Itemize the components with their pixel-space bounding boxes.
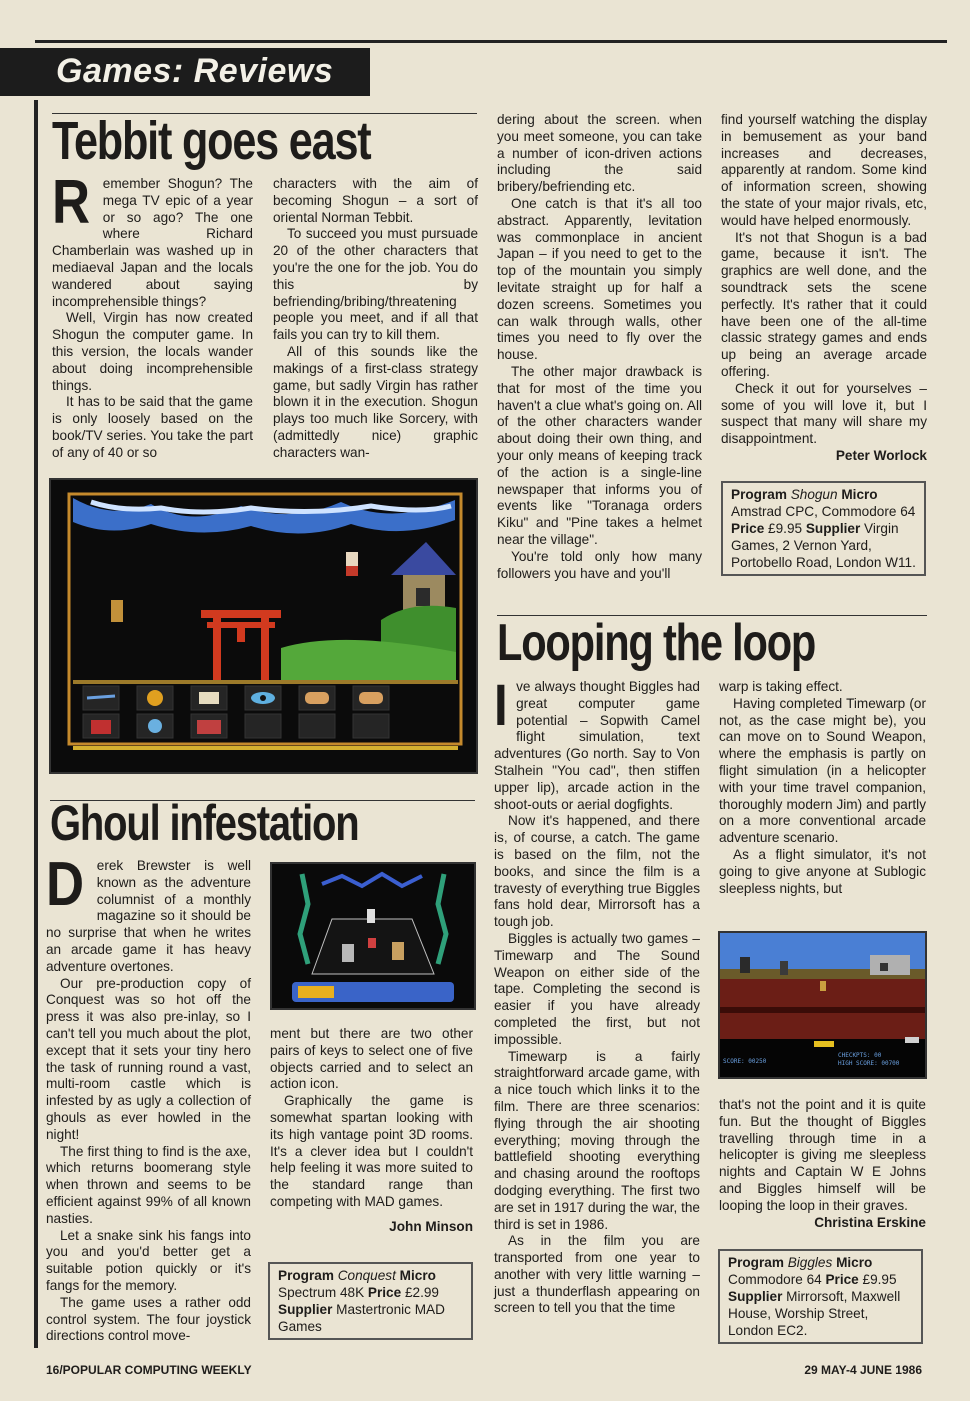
paragraph: You're told only how many followers you have and you'll — [497, 548, 702, 581]
biggles-score-text: SCORE: 00250 — [723, 1058, 767, 1065]
headline-looping: Looping the loop — [497, 614, 816, 672]
paragraph: To succeed you must pursuade 20 of the other characters that you're the one for the job. You do this by befriending/bribing/threatening people you meet, and if all that fails you can try to kill them. — [273, 226, 478, 343]
paragraph: Having completed Timewarp (or not, as the case might be), you can move on to Sound Weapon, where the emphasis is partly on flight simulation (in a helicopter with your time travel companion, thoroughly modern Jim) and partly on a more conventional arcade adventure scenario. — [719, 695, 926, 846]
price-value: £9.95 — [862, 1272, 897, 1287]
byline: Peter Worlock — [835, 447, 927, 463]
paragraph: Our pre-production copy of Conquest was so hot off the press it was also pre-inlay, so I can't tell you much about the plot, except that it sets your tiny hero the task of running round a vast, multi-room castle which is infested by as ugly a collection of ghouls as ever howled in the night! — [46, 975, 251, 1142]
paragraph: Now it's happened, and there is, of course, a catch. The game is based on the film, not the books, and since the film is a travesty of everything true Biggles fans hold dear, Mirrorsoft has a tough job. — [494, 813, 700, 930]
conquest-game-screen — [272, 864, 474, 1008]
looping-column-2-bottom — [719, 1097, 926, 1231]
paragraph: that's not the point and it is quite fun. But the thought of Biggles travelling through time in a helicopter is giving me sleepless nights and Captain W E Johns and Biggles himself will be looping the loop in their graves. — [719, 1097, 926, 1213]
price-label: Price — [367, 1285, 402, 1300]
conquest-screenshot — [270, 862, 476, 1010]
footer-date: 29 MAY-4 JUNE 1986 — [804, 1363, 922, 1377]
top-rule — [35, 40, 947, 43]
section-masthead — [0, 48, 370, 96]
section-title: Games: Reviews — [56, 52, 334, 90]
paragraph: The game uses a rather odd control system. The four joystick directions control move- — [46, 1294, 251, 1344]
paragraph: The first thing to find is the axe, which returns boomerang style when thrown and seems to be efficient against 99% of all known nasties. — [46, 1143, 251, 1226]
headline-ghoul: Ghoul infestation — [50, 795, 359, 851]
left-margin-bar — [34, 100, 38, 1348]
paragraph: ve always thought Biggles had great computer game potential – Sopwith Camel flight simulation, text adventures (Go north. Say to Von Stalhein "You cad", then stiffen upper lip), arcade action in the shoot-outs or aerial dogfights. — [494, 679, 700, 812]
biggles-screenshot — [718, 931, 927, 1079]
ghoul-column-2 — [270, 1026, 473, 1236]
supplier-label: Supplier — [728, 1289, 783, 1304]
biggles-highscore-text: HIGH SCORE: 00700 — [838, 1060, 900, 1067]
looping-info-box — [718, 1249, 923, 1344]
paragraph: It has to be said that the game is only loosely based on the book/TV series. You take the part of any of 40 or so — [52, 394, 253, 460]
tebbit-column-1 — [52, 168, 253, 462]
supplier-label: Supplier — [805, 521, 861, 536]
byline: John Minson — [389, 1218, 473, 1234]
looping-column-1 — [494, 673, 700, 1317]
paragraph: find yourself watching the display in bemusement as your band increases and decreases, apparently at random. Some kind of information screen, showing the state of your major rivals, etc, would have helped enormously. — [721, 112, 927, 228]
price-label: Price — [825, 1272, 859, 1287]
paragraph: All of this sounds like the makings of a first-class strategy game, but sadly Virgin has rather blown it in the execution. Shogun plays too much like Sorcery, with (admittedly nice) graphic characters wan- — [273, 343, 478, 460]
paragraph: The other major drawback is that for most of the time you haven't a clue what's going on. All of the other characters wander about doing their own thing, and your only means of keeping track of the action is a single-line newspaper that informs you of events like "Toranaga orders Kiku" and "Pine takes a helmet near the village". — [497, 363, 702, 547]
micro-label: Micro — [399, 1268, 436, 1283]
drop-cap: D — [46, 850, 85, 919]
paragraph: Timewarp is a fairly straightforward arcade game, with a nice touch which links it to the film. There are three scenarios: flying through the air shooting everything; moving through the battlefield shooting everything and chasing around the rooftops dodging everything. The first two are set in 1917 during the war, the third is set in 1986. — [494, 1048, 700, 1232]
shogun-game-screen — [51, 480, 476, 772]
tebbit-column-3 — [497, 112, 702, 582]
supplier-label: Supplier — [278, 1302, 333, 1317]
micro-value: Commodore 64 — [728, 1272, 822, 1287]
paragraph: One catch is that it's all too abstract. Apparently, levitation was commonplace in ancient Japan – if you need to get to the top of the mountain you simply levitate straight up for half a dozen screens. Sometimes you can walk through walls, other times you need to fly over the house. — [497, 195, 702, 363]
paragraph: emember Shogun? The mega TV epic of a year or so ago? The one where Richard Chamberlain was washed up in mediaeval Japan and the locals wandered about saying incomprehensible things? — [52, 176, 253, 309]
biggles-checkpoint-text: CHECKPTS: 00 — [838, 1052, 882, 1059]
paragraph: dering about the screen. when you meet someone, you can take a number of icon-driven actions including the said bribery/befriending etc. — [497, 112, 702, 195]
supplier-value: Mastertronic MAD Games — [278, 1302, 445, 1334]
paragraph: Graphically the game is somewhat spartan looking with its high vantage point 3D rooms. It's a clever idea but I couldn't help feeling it was more suited to the standard range than competing with MAD games. — [270, 1093, 473, 1209]
supplier-value: Virgin Games, 2 Vernon Yard, Portobello Road, London W11. — [731, 521, 916, 570]
tebbit-column-4 — [721, 112, 927, 465]
paragraph: characters with the aim of becoming Shogun – a sort of oriental Norman Tebbit. — [273, 176, 478, 225]
paragraph: Well, Virgin has now created Shogun the computer game. In this version, the locals wander about doing incomprehensible things. — [52, 310, 253, 393]
micro-label: Micro — [836, 1255, 873, 1270]
tebbit-info-box — [721, 481, 926, 576]
paragraph: warp is taking effect. — [719, 679, 843, 694]
ghoul-column-1 — [46, 850, 251, 1345]
micro-value: Spectrum 48K — [278, 1285, 365, 1300]
program-value: Conquest — [337, 1268, 396, 1283]
price-value: £9.95 — [768, 521, 803, 536]
paragraph: erek Brewster is well known as the adventure columnist of a monthly magazine so it should be no surprise that when he writes an arcade game it has heavy adventure overtones. — [46, 858, 251, 974]
price-label: Price — [731, 521, 765, 536]
paragraph: Let a snake sink his fangs into you and you'd better get a suitable potion quickly or it's fangs for the memory. — [46, 1227, 251, 1293]
paragraph: As a flight simulator, it's not going to give anyone at Sublogic sleepless nights, but — [719, 846, 926, 896]
ghoul-info-box — [268, 1262, 473, 1340]
price-value: £2.99 — [404, 1285, 439, 1300]
byline: Christina Erskine — [814, 1214, 926, 1230]
paragraph: Check it out for yourselves – some of you will love it, but I suspect that many will share my disappointment. — [721, 380, 927, 447]
drop-cap: I — [494, 673, 508, 738]
paragraph: As in the film you are transported from one year to another with very little warning – just a thunderflash appearing on screen to tell you that the time — [494, 1233, 700, 1316]
program-value: Biggles — [787, 1255, 833, 1270]
paragraph: Biggles is actually two games – Timewarp and The Sound Weapon on either side of the tape. Completing the second is easier if you have already completed the first, but not impossible. — [494, 930, 700, 1047]
program-value: Shogun — [790, 487, 838, 502]
tebbit-column-2 — [273, 176, 478, 462]
paragraph: It's not that Shogun is a bad game, because it isn't. The graphics are well done, and the soundtrack sets the scene perfectly. It's rather that it could have been one of the all-time classic strategy games and ends up being an average arcade offering. — [721, 229, 927, 379]
looping-column-2-top — [719, 679, 926, 897]
micro-label: Micro — [841, 487, 878, 502]
supplier-value: Mirrorsoft, Maxwell House, Worship Street, London EC2. — [728, 1289, 901, 1338]
biggles-game-screen — [720, 933, 925, 1077]
paragraph: ment but there are two other pairs of keys to select one of five objects carried and to select an action icon. — [270, 1026, 473, 1092]
micro-value: Amstrad CPC, Commodore 64 — [731, 504, 916, 519]
headline-tebbit: Tebbit goes east — [52, 111, 371, 171]
footer-page-number: 16/POPULAR COMPUTING WEEKLY — [46, 1363, 252, 1377]
drop-cap: R — [52, 168, 91, 237]
program-label: Program — [278, 1268, 334, 1283]
program-label: Program — [728, 1255, 784, 1270]
shogun-screenshot — [49, 478, 478, 774]
program-label: Program — [731, 487, 787, 502]
